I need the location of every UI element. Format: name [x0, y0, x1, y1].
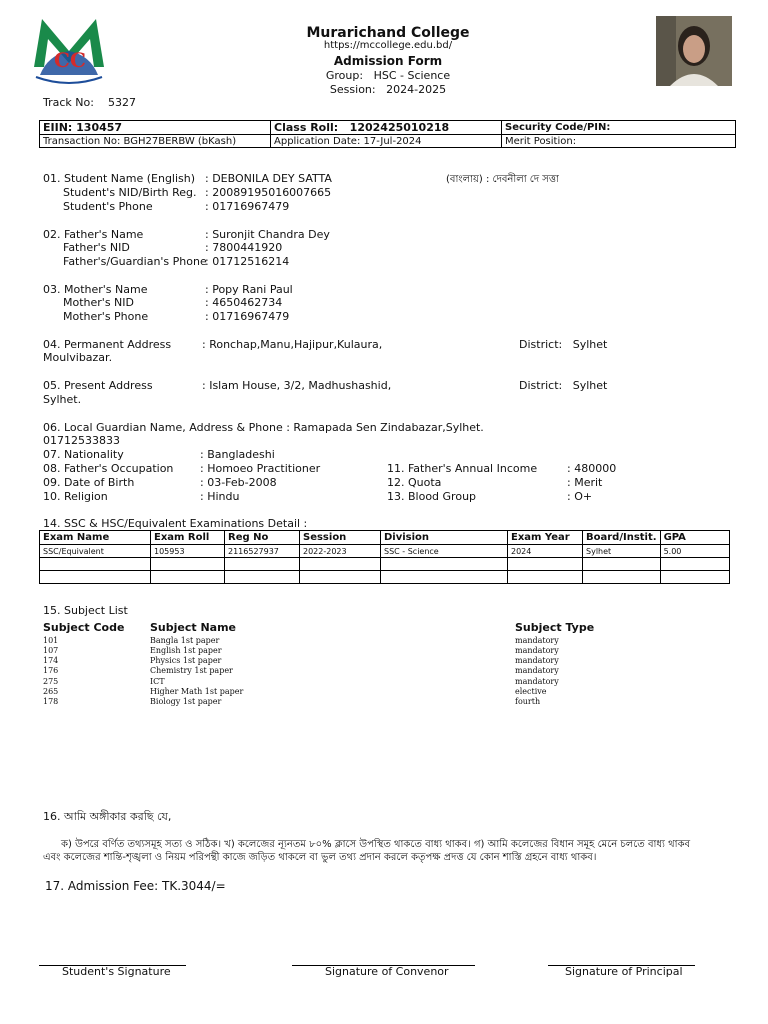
exam-row [40, 545, 730, 558]
annual-income-value: : 480000 [567, 462, 617, 475]
application-date: Application Date: 17-Jul-2024 [271, 135, 502, 148]
exam-header: Reg No [225, 531, 300, 545]
permanent-district-label: District: [519, 338, 563, 351]
subject-name: Bangla 1st paper [150, 636, 220, 645]
religion-value: : Hindu [200, 490, 240, 503]
mother-nid-value: : 4650462734 [205, 296, 283, 309]
group-label: Group: [325, 69, 364, 82]
pledge-line-2: এবং কলেজের শান্তি-শৃঙ্খলা ও নিয়ম পরিপন্থী কাজে জড়িত থাকলে বা ভুল তথ্য প্রদান করলে কতৃপক্ষ প্রদত্ত যে কোন শাস্তি গ্রহনে বাধ্য থাকব। [43, 852, 597, 863]
pledge-line-1: ক) উপরে বর্ণিত তথ্যসমূহ সত্য ও সঠিক। খ) কলেজের ন্যূনতম ৮০% ক্লাসে উপস্থিত থাকতে বাধ্য থাকব। গ) আমি কলেজের বিধান সমূহ মেনে চলতে বাধ্য থাকব [61, 839, 691, 850]
student-nid-label: Student's NID/Birth Reg. [63, 186, 197, 199]
class-roll [271, 121, 502, 135]
subject-code: 178 [43, 697, 59, 706]
exam-row-empty [40, 558, 730, 571]
exam-table [39, 530, 730, 584]
subject-type: fourth [515, 697, 541, 706]
exam-cell: 5.00 [660, 545, 729, 558]
group-value: HSC - Science [373, 69, 451, 82]
security-code: Security Code/PIN: [502, 121, 736, 135]
exam-cell: Sylhet [583, 545, 661, 558]
permanent-address-value: : Ronchap,Manu,Hajipur,Kulaura, [202, 338, 383, 351]
student-signature-label: Student's Signature [62, 965, 171, 978]
mother-name-value: : Popy Rani Paul [205, 283, 293, 296]
subject-name: English 1st paper [150, 646, 222, 655]
dob-label: 09. Date of Birth [43, 476, 135, 489]
exam-header: Exam Roll [151, 531, 225, 545]
exam-cell: 105953 [151, 545, 225, 558]
track-value: 5327 [107, 96, 136, 109]
exam-cell: 2116527937 [225, 545, 300, 558]
eiin: EIIN: 130457 [40, 121, 271, 135]
subject-type: mandatory [515, 656, 559, 665]
subject-code: 265 [43, 687, 59, 696]
present-district-label: District: [519, 379, 563, 392]
present-district-value: Sylhet [572, 379, 608, 392]
religion-label: 10. Religion [43, 490, 108, 503]
svg-text:C: C [70, 48, 86, 72]
father-name-label: 02. Father's Name [43, 228, 144, 241]
exam-row-empty [40, 571, 730, 584]
student-nid-value: : 20089195016007665 [205, 186, 332, 199]
subject-code: 107 [43, 646, 59, 655]
subject-code-header: Subject Code [43, 621, 125, 634]
svg-text:C: C [54, 48, 70, 72]
session-line [0, 83, 768, 96]
subject-type: elective [515, 687, 547, 696]
mother-phone-label: Mother's Phone [63, 310, 149, 323]
exam-cell: SSC - Science [381, 545, 508, 558]
student-name-bangla: (বাংলায়) : দেবনীলা দে সত্তা [446, 174, 559, 185]
track-label: Track No: [43, 96, 94, 109]
exam-cell: SSC/Equivalent [40, 545, 151, 558]
dob-value: : 03-Feb-2008 [200, 476, 277, 489]
student-phone-value: : 01716967479 [205, 200, 290, 213]
present-address-value: : Islam House, 3/2, Madhushashid, [202, 379, 392, 392]
subject-name: Chemistry 1st paper [150, 666, 233, 675]
exam-header: GPA [660, 531, 729, 545]
exam-header: Session [300, 531, 381, 545]
student-phone-label: Student's Phone [63, 200, 153, 213]
father-phone-value: : 01712516214 [205, 255, 290, 268]
form-title: Admission Form [333, 54, 443, 68]
exam-header: Exam Name [40, 531, 151, 545]
local-guardian: 06. Local Guardian Name, Address & Phone : Ramapada Sen Zindabazar,Sylhet. [43, 421, 484, 434]
session-label: Session: [329, 83, 376, 96]
subject-name: Higher Math 1st paper [150, 687, 244, 696]
mother-name-label: 03. Mother's Name [43, 283, 148, 296]
father-nid-label: Father's NID [63, 241, 130, 254]
mother-nid-label: Mother's NID [63, 296, 134, 309]
local-guardian-phone: 01712533833 [43, 434, 120, 447]
nationality-label: 07. Nationality [43, 448, 124, 461]
transaction-no: Transaction No: BGH27BERBW (bKash) [40, 135, 271, 148]
session-value: 2024-2025 [386, 83, 447, 96]
subject-code: 174 [43, 656, 59, 665]
permanent-address-label: 04. Permanent Address [43, 338, 172, 351]
convenor-signature-label: Signature of Convenor [325, 965, 449, 978]
group-line [0, 69, 768, 82]
father-occupation-label: 08. Father's Occupation [43, 462, 174, 475]
exam-header: Exam Year [508, 531, 583, 545]
permanent-district-value: Sylhet [572, 338, 608, 351]
subject-name: Physics 1st paper [150, 656, 222, 665]
subject-code: 275 [43, 677, 59, 686]
blood-group-value: : O+ [567, 490, 593, 503]
merit-position: Merit Position: [502, 135, 736, 148]
class-roll-label: Class Roll: [274, 121, 339, 134]
college-name: Murarichand College [306, 25, 470, 41]
subject-type: mandatory [515, 646, 559, 655]
quota-label: 12. Quota [387, 476, 442, 489]
father-phone-label: Father's/Guardian's Phone [63, 255, 207, 268]
present-district [519, 379, 607, 392]
mother-phone-value: : 01716967479 [205, 310, 290, 323]
subject-type: mandatory [515, 666, 559, 675]
quota-value: : Merit [567, 476, 603, 489]
permanent-district [519, 338, 607, 351]
permanent-address-cont: Moulvibazar. [43, 351, 113, 364]
annual-income-label: 11. Father's Annual Income [387, 462, 538, 475]
student-name-label: 01. Student Name (English) [43, 172, 196, 185]
track-line [43, 96, 136, 109]
nationality-value: : Bangladeshi [200, 448, 275, 461]
subject-name: ICT [150, 677, 165, 686]
present-address-cont: Sylhet. [43, 393, 82, 406]
present-address-label: 05. Present Address [43, 379, 153, 392]
exam-header: Division [381, 531, 508, 545]
subject-code: 101 [43, 636, 59, 645]
exam-section-title: 14. SSC & HSC/Equivalent Examinations Detail : [43, 517, 308, 530]
subject-name: Biology 1st paper [150, 697, 222, 706]
college-url[interactable]: https://mccollege.edu.bd/ [323, 40, 453, 51]
subject-name-header: Subject Name [150, 621, 237, 634]
subject-type: mandatory [515, 677, 559, 686]
father-nid-value: : 7800441920 [205, 241, 283, 254]
subject-code: 176 [43, 666, 59, 675]
principal-signature-label: Signature of Principal [565, 965, 683, 978]
student-name-value: : DEBONILA DEY SATTA [205, 172, 332, 185]
father-occupation-value: : Homoeo Practitioner [200, 462, 321, 475]
pledge-title: 16. আমি অঙ্গীকার করছি যে, [43, 810, 172, 823]
subject-section-title: 15. Subject List [43, 604, 128, 617]
admission-fee: 17. Admission Fee: TK.3044/= [45, 879, 226, 893]
class-roll-value: 1202425010218 [349, 121, 450, 134]
exam-header: Board/Instit. [583, 531, 661, 545]
blood-group-label: 13. Blood Group [387, 490, 477, 503]
subject-type-header: Subject Type [515, 621, 595, 634]
exam-cell: 2024 [508, 545, 583, 558]
father-name-value: : Suronjit Chandra Dey [205, 228, 330, 241]
subject-type: mandatory [515, 636, 559, 645]
info-table [39, 120, 736, 148]
exam-cell: 2022-2023 [300, 545, 381, 558]
